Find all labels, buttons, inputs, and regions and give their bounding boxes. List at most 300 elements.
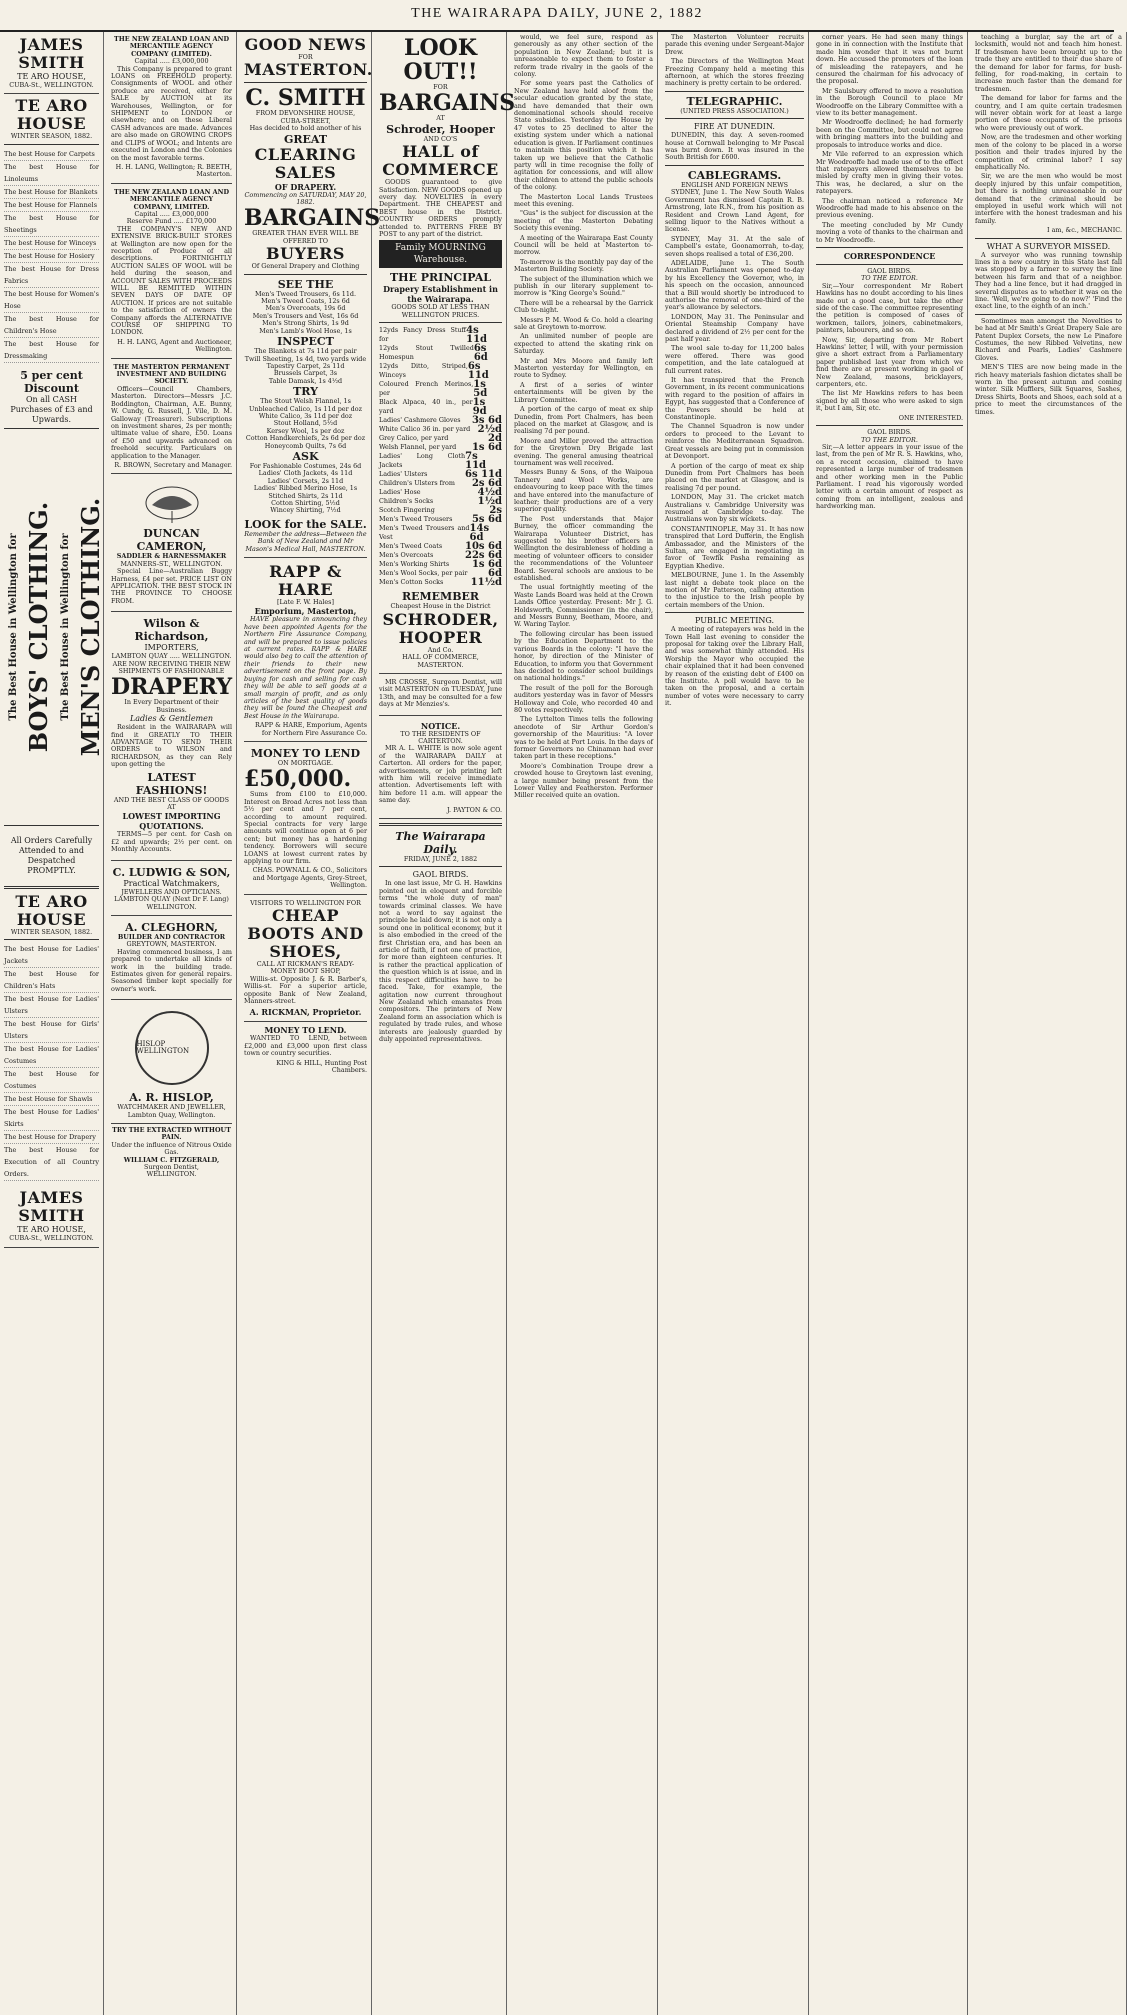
- list-item: The best House for Ladies' Ulsters: [4, 993, 99, 1018]
- press-label: (UNITED PRESS ASSOCIATION.): [680, 106, 789, 115]
- money-agent: CHAS. POWNALL & CO., Solicitors and Mortgage Agents, Grey-Street, Wellington.: [252, 866, 367, 890]
- divider: [665, 91, 804, 92]
- smith-addr: CUBA-St., WELLINGTON.: [9, 81, 94, 89]
- ladies-text: Resident in the WAIRARAPA will find it GREATLY TO THEIR ADVANTAGE TO SEND THEIR ORDERS to WILSON and RICHARDSON, as they can Rely upon getting the: [111, 723, 232, 769]
- money-heading: MONEY TO LEND: [250, 746, 361, 760]
- price-item: Ladies' Ulsters: [379, 470, 428, 479]
- drapery-heading: DRAPERY: [111, 674, 233, 701]
- price-row: [379, 443, 502, 452]
- article-text: The Directors of the Wellington Meat Freezing Company held a meeting this afternoon, at which the stores freezing machinery is pretty certain to be ordered.: [665, 57, 804, 88]
- price-value: 11½d: [470, 577, 502, 589]
- hall-2: HALL OF COMMERCE, MASTERTON.: [402, 653, 479, 669]
- article-text: Mr Saulsbury offered to move a resolution in the Borough Council to place Mr Woodrooffe on the Library Committee with a view to its better management.: [816, 86, 963, 118]
- watch-icon: [135, 1011, 209, 1085]
- list-item: The best House for Execution of all Country Orders.: [4, 1144, 99, 1181]
- price-item: Welsh Flannel, per yard: [379, 443, 457, 452]
- article-text: Sir, we are the men who would be most deeply injured by this unfair competition, but there is nothing unreasonable in our demand that the criminal should be employed in useful work which will not interfere with the honest tradesman and his family.: [975, 172, 1122, 225]
- article-text: A first of a series of winter entertainments will be given by the Library Committee.: [514, 380, 653, 404]
- corr-text: Sir,—Your correspondent Mr Robert Hawkins has no doubt according to his lines made out a good case, but take the other side of the case. The committee representing the petition is composed of cases of workmen, tailors, joiners, cabinetmakers, painters, labourers, and so on.: [816, 281, 963, 335]
- article-text: A portion of the cargo of meat ex ship Dunedin, from Port Chalmers, has been placed on the market at Glasgow, and is realising 7d per pound.: [514, 405, 653, 436]
- price-item: Ladies' Long Cloth Jackets: [379, 452, 466, 470]
- list-item: The best House for Hosiery: [4, 250, 99, 263]
- article-text: The demand for labor for farms and the country, and I am quite certain tradesmen will never obtain work for at least a large portion of these occupants of the prisons who were previously out of work.: [975, 94, 1122, 132]
- crosse-ad: [379, 677, 502, 716]
- list-item: The best House for Blankets: [4, 186, 99, 199]
- column-3: [240, 32, 381, 2015]
- notice-text: MR A. L. WHITE is now sole agent of the WAIRARAPA DAILY at Carterton. All orders for the paper, advertisements, or job printing left with him will receive immediate attention. Advertisements left with him before 11 a.m. will appear the same day.: [379, 744, 502, 805]
- inspect-item: Twill Sheeting, 1s 4d, two yards wide: [244, 354, 367, 363]
- price-list: [379, 326, 502, 587]
- list-item: The best House for Dress Fabrics: [4, 263, 99, 288]
- divider: [244, 82, 367, 83]
- ludwig-sub2: JEWELLERS AND OPTICIANS.: [121, 887, 222, 896]
- cable-text: ADELAIDE, June 1. The South Australian Parliament was opened to-day by his Excellency the Governor, who, in his speech on the occasion, announced that a Bill would shortly be introduced to authorise the removal of one-third of the year's allowance by selectors.: [665, 258, 804, 312]
- price-row: [379, 560, 502, 569]
- see-heading: SEE THE: [277, 277, 334, 291]
- nz-loan-heading-2: THE NEW ZEALAND LOAN AND MERCANTILE AGENCY COMPANY, LIMITED.: [114, 187, 229, 211]
- winter-season-2: WINTER SEASON, 1882.: [10, 927, 93, 936]
- price-item: Black Alpaca, 40 in., per yard: [379, 398, 473, 416]
- surveyor-text: A surveyor who was running township lines in a new country in this State last fall was stopped by a farmer to survey the line between his farm and that of a neighbor. They had a line fence, but it had dragged in several disputes as to whether it was on the line. 'Well, we're going to do now?' 'Find the exact line, to the eighth of an inch.': [975, 250, 1122, 311]
- money2-heading: MONEY TO LEND.: [264, 1025, 347, 1036]
- smith-addr-2: CUBA-St., WELLINGTON.: [9, 1234, 94, 1243]
- discount-text: On all CASH Purchases of £3 and Upwards.: [10, 394, 93, 424]
- price-item: Men's Cotton Socks: [379, 578, 444, 587]
- decided-text: Has decided to hold another of his: [249, 124, 362, 133]
- rapp-sign: RAPP & HARE, Emporium, Agents for Northern Fire Assurance Co.: [255, 721, 367, 737]
- goods-sold: GOODS SOLD AT LESS THAN WELLINGTON PRICES.: [391, 303, 490, 319]
- price-value: 5s 6d: [471, 514, 502, 526]
- article-text: To-morrow is the monthly pay day of the Masterton Building Society.: [514, 257, 653, 274]
- price-value: 6s 11d: [465, 469, 502, 481]
- divider: [816, 425, 963, 426]
- orders-text: All Orders Carefully Attended to and Despatched PROMPTLY.: [10, 835, 93, 875]
- article-text: corner years. He had seen many things gone in in connection with the Institute that made him wonder that it was not burnt down. He accused the promoters of the loan of misleading the ratepayers, and he censured the chairman for his advocacy of the proposal.: [816, 33, 963, 86]
- column-5: [510, 32, 658, 2015]
- divider: [4, 144, 99, 145]
- list-item: The best House for Ladies' Skirts: [4, 1106, 99, 1131]
- list-item: The best House for Costumes: [4, 1068, 99, 1093]
- price-item: Ladies' Hose: [379, 488, 421, 497]
- money2-text: WANTED TO LEND, between £2,000 and £3,000 upon first class town or country securities.: [244, 1034, 367, 1058]
- csmith-name: C. SMITH: [245, 85, 366, 112]
- inspect-item: The Blankets at 7s 11d per pair: [254, 347, 357, 356]
- divider: [379, 866, 502, 867]
- ask-item: Ladies' Corsets, 2s 11d: [267, 476, 344, 485]
- money-ad: [244, 745, 367, 895]
- vertical-ad: [4, 432, 105, 822]
- price-row: [379, 425, 502, 434]
- nz-loan-ad-2: [111, 187, 232, 359]
- nz-loan-heading: THE NEW ZEALAND LOAN AND MERCANTILE AGENCY COMPANY (LIMITED).: [114, 35, 229, 58]
- lowest-heading: LOWEST IMPORTING QUOTATIONS.: [122, 811, 221, 832]
- article-text: Moore and Miller proved the attraction for the Greytown Dry Brigade last evening. The general amusing theatrical tournament was well received.: [514, 436, 653, 467]
- csmith-ad: [244, 34, 381, 558]
- price-row: [379, 362, 502, 380]
- article-text: An unlimited number of people are expected to attend the skating rink on Saturday.: [514, 332, 653, 356]
- cleghorn-ad: [111, 919, 232, 1000]
- visitors-text: VISITORS TO WELLINGTON FOR: [250, 898, 361, 907]
- cleghorn-name: A. CLEGHORN,: [125, 920, 218, 934]
- inspect-item: Brussels Carpet, 3s: [273, 369, 338, 378]
- column-6: [661, 32, 809, 2015]
- gaol-text: In one last issue, Mr G. H. Hawkins pointed out in eloquent and forcible terms "the whole duty of man" towards criminal classes. We have not a word to say against the principle he laid down; it is not only a sound one in political economy, but it is also embodied in the creed of the first Christian era, and has been an article of faith, if not one of practice, for more than eighteen centuries. It is rather the practical application of the question which is at issue, and in this respect difficulties have to be faced. Take, for example, the agitation now current throughout New Zealand which emanates from compositors. The printers of New Zealand form an association which is regulated by trade rules, and whose interests are jealously guarded by duly appointed representatives.: [379, 879, 502, 1043]
- money2-agent: KING & HILL, Hunting Post Chambers.: [276, 1058, 367, 1075]
- schroder-name: Schroder, Hooper: [386, 122, 495, 136]
- hislop-ad: [111, 1003, 232, 1124]
- nitre-text: Under the influence of Nitrous Oxide Gas.: [111, 1140, 232, 1157]
- rapp-sub2: Emporium, Masterton,: [254, 606, 357, 617]
- newspaper-title: THE WAIRARAPA DAILY, JUNE 2, 1882: [411, 6, 703, 21]
- capital-2: Capital ..... £3,000,000: [134, 209, 209, 218]
- cameron-sub: SADDLER & HARNESSMAKER: [116, 552, 227, 561]
- divider: [816, 264, 963, 265]
- building-heading: THE MASTERTON PERMANENT INVESTMENT AND BUILDING SOCIETY.: [113, 362, 230, 386]
- notice-agent: J. PAYTON & CO.: [446, 805, 502, 814]
- article-text: The chairman noticed a reference Mr Woodrooffe had made to his absence on the previous evening.: [816, 196, 963, 220]
- ludwig-ad: [111, 864, 232, 916]
- crosse-text: MR CROSSE, Surgeon Dentist, will visit MASTERTON on TUESDAY, June 13th, and may be consulted for a few days at Mr Menzies's.: [379, 677, 502, 709]
- wilson-sub: IMPORTERS,: [144, 643, 199, 653]
- column-2: [107, 32, 237, 2015]
- general-text: Of General Drapery and Clothing: [251, 262, 360, 271]
- paper-title: The Wairarapa Daily.: [395, 830, 486, 856]
- ask-item: Stitched Shirts, 2s 11d: [268, 491, 343, 500]
- cable-text: A portion of the cargo of meat ex ship Dunedin from Port Chalmers has been placed on the market at Glasgow, and is realising 7d per pound.: [665, 461, 804, 492]
- hislop-addr: Lambton Quay, Wellington.: [127, 1110, 216, 1119]
- divider: [665, 165, 804, 166]
- price-row: [379, 326, 502, 344]
- list-item: The best House for Ladies' Costumes: [4, 1043, 99, 1068]
- reserve: Reserve Fund ..... £170,000: [126, 217, 217, 226]
- discount-heading: 5 per cent Discount: [20, 368, 83, 395]
- price-row: [379, 524, 502, 542]
- ludwig-name: C. LUDWIG & SON,: [112, 865, 231, 879]
- divider: [665, 612, 804, 613]
- article-text: The usual fortnightly meeting of the Waste Lands Board was held at the Crown Lands Office yesterday. Present: Mr J. G. Holdsworth, Commissioner (in the chair), and Messrs Bunny, Beetham, Moore, and W. Waring Taylor.: [514, 583, 653, 629]
- ladies-heading: Ladies & Gentlemen: [129, 714, 214, 724]
- drapery-text: In Every Department of their Business.: [124, 698, 219, 714]
- price-value: 10s 6d: [465, 541, 502, 553]
- try-item: Cotton Handkerchiefs, 2s 6d per doz: [245, 434, 366, 443]
- price-value: 3s 6d: [471, 415, 502, 427]
- rickman-ad: [244, 898, 367, 1023]
- divider: [379, 322, 502, 323]
- article-text: Mr and Mrs Moore and family left Masterton yesterday for Wellington, en route to Sydney.: [514, 356, 653, 380]
- article-text: The meeting concluded by Mr Cundy moving a vote of thanks to the chairman and to Mr Woodrooffe.: [816, 220, 963, 244]
- correspondence-heading: CORRESPONDENCE: [843, 250, 936, 261]
- price-value: 6s 11d: [467, 361, 489, 382]
- paper-date: FRIDAY, JUNE 2, 1882: [403, 855, 478, 863]
- remember-heading: REMEMBER: [401, 590, 480, 604]
- price-item: 12yds Stout Twilled Homespun: [379, 344, 474, 362]
- see-item: Men's Lamb's Wool Hose, 1s: [259, 326, 352, 335]
- inspect-item: Tapestry Carpet, 2s 11d: [266, 361, 345, 370]
- winter-season: WINTER SEASON, 1882.: [10, 132, 93, 141]
- ask-item: Ladies' Cloth Jackets, 4s 11d: [258, 469, 353, 478]
- lookout-heading: LOOK OUT!!: [403, 35, 478, 85]
- article-text: The Post understands that Major Burney, the officer commanding the Wairarapa Volunteer District, has suggested to his brother officers in Wellington the desirableness of holding a meeting of volunteer officers to consider the recommendations of the Volunteer Board. Several schools are anxious to be established.: [514, 514, 653, 583]
- corr-text: The list Mr Hawkins refers to has been signed by all those who were asked to sign it, but I am, Sir, etc.: [816, 389, 963, 413]
- price-item: Men's Tweed Coats: [379, 542, 443, 551]
- try-item: Unbleached Calico, 1s 11d per doz: [248, 404, 362, 413]
- corr-text: Now, Sir, departing from Mr Robert Hawkins' letter, I will, with your permission give a short extract from a Parliamentary paper published last year from which we find there are at present working in gaol of New Zealand, masons, bricklayers, carpenters, etc.: [816, 335, 963, 389]
- surveyor-heading: WHAT A SURVEYOR MISSED.: [986, 241, 1111, 251]
- items-list-2: [4, 943, 99, 1181]
- cable-text: LONDON, May 31. The Peninsular and Oriental Steamship Company have declared a dividend of 2½ per cent for the past half year.: [665, 312, 804, 343]
- smith-ad-bottom: [4, 1187, 99, 1247]
- price-item: 12yds Fancy Dress Stuff for: [379, 326, 467, 344]
- divider: [4, 886, 99, 889]
- article-text: The following circular has been issued by the Education Department to the various Boards in the colony: "I have the honor, by direction of the Minister of Education, to inform you that Government has decided to consider school buildings on national holdings.": [514, 629, 653, 683]
- column-8: [971, 32, 1127, 2015]
- greater-text: GREATER THAN EVER WILL BE OFFERED TO: [252, 229, 359, 245]
- cablegrams-heading: CABLEGRAMS.: [687, 168, 782, 182]
- article-text: Moore's Combination Troupe drew a crowded house to Greytown last evening, a large number being present from the Lower Valley and Featherston. Performer Miller received quite an ovation.: [514, 761, 653, 800]
- see-item: Men's Overcoats, 19s 6d: [265, 304, 346, 313]
- smith-sub-2: TE ARO HOUSE,: [17, 1225, 86, 1235]
- price-item: Children's Ulsters from: [379, 479, 455, 488]
- article-text: Mr Vile referred to an expression which Mr Woodrooffe had made use of to the effect that ratepayers allowed themselves to be misled by crafty men in giving their votes. This was, he declared, a slur on the ratepayers.: [816, 150, 963, 196]
- public-meeting-heading: PUBLIC MEETING.: [694, 616, 774, 626]
- schroder-name-2: SCHRODER,: [382, 609, 499, 629]
- price-row: [379, 497, 502, 506]
- smith-sub: TE ARO HOUSE,: [17, 72, 86, 81]
- article-text: There will be a rehearsal by the Garrick Club to-night.: [514, 298, 653, 315]
- divider: [975, 314, 1122, 315]
- price-value: 6s 6d: [473, 343, 488, 364]
- column-4: [375, 32, 516, 2015]
- price-item: Ladies' Cashmere Gloves: [379, 416, 461, 425]
- try-item: The Stout Welsh Flannel, 1s: [260, 397, 351, 406]
- buyers-heading: BUYERS: [266, 244, 345, 264]
- wilson-name: Wilson & Richardson,: [134, 617, 209, 644]
- tearo-heading-2: TE ARO HOUSE: [15, 891, 88, 929]
- price-value: 7s 11d: [465, 451, 487, 472]
- corr-sign: ONE INTERESTED.: [898, 413, 963, 422]
- fire-text: DUNEDIN, this day. A seven-roomed house at Cornwall belonging to Mr Pascal was burnt down. It was insured in the South British for £600.: [665, 131, 804, 162]
- hall-heading: HALL of COMMERCE: [382, 142, 499, 180]
- see-item: Men's Trousers and Vest, 16s 6d: [252, 311, 359, 320]
- divider: [379, 823, 502, 826]
- mechanic-sign: I am, &c., MECHANIC.: [1047, 226, 1122, 235]
- list-item: The best House for Carpets: [4, 148, 99, 161]
- price-row: [379, 578, 502, 587]
- divider: [4, 939, 99, 940]
- terms-text: TERMS—5 per cent. for Cash on £2 and upwards; 2½ per cent. on Monthly Accounts.: [111, 830, 232, 854]
- fitzgerald-addr: WELLINGTON.: [146, 1170, 197, 1179]
- fitzgerald-ad: [111, 1127, 232, 1179]
- capital: Capital ..... £3,000,000: [134, 57, 209, 66]
- corr-title: GAOL BIRDS.: [867, 266, 912, 275]
- and-co-2: And Co.: [427, 645, 454, 654]
- cameron-ad: [111, 477, 232, 612]
- rapp-ad: [244, 561, 367, 742]
- smith-name: JAMES SMITH: [18, 35, 85, 72]
- cleghorn-text: Having commenced business, I am prepared to undertake all kinds of work in the building trade. Estimates given for general repairs. Seasoned timber kept specially for owner's work.: [111, 947, 232, 993]
- price-value: 1s 9d: [472, 397, 487, 418]
- cameron-addr: MANNERS-ST., WELLINGTON.: [120, 559, 223, 568]
- divider: [665, 118, 804, 119]
- cleghorn-sub: BUILDER AND CONTRACTOR: [117, 932, 226, 941]
- price-item: Coloured French Merinos, per: [379, 380, 474, 398]
- hooper-name-2: HOOPER: [398, 627, 483, 647]
- cable-text: SYDNEY, June 1. The New South Wales Government has dismissed Captain R. B. Armstrong, late R.N., from his position as Resident and Crown Land Agent, for selling liquor to the Natives without a license.: [665, 188, 804, 234]
- drapery-est: Drapery Establishment in the Wairarapa.: [383, 284, 498, 305]
- list-item: The best House for Drapery: [4, 1131, 99, 1144]
- price-row: [379, 344, 502, 362]
- price-value: 4s 11d: [466, 325, 488, 346]
- drapery-label: OF DRAPERY.: [274, 181, 337, 192]
- telegraphic-heading: TELEGRAPHIC.: [686, 94, 783, 108]
- article-text: Now, are the tradesmen and other working men of the colony to be placed in a worse position and their trades injured by the competition of criminal labor? I say emphatically No.: [975, 133, 1122, 171]
- lecture-text-2: MEN'S TIES are now being made in the rich heavy materials fashion dictates shall be worn in the present autumn and coming winter. Silk Mufflers, Silk Squares, Sashes, Dress Shirts, Boots and Shoes, each sold at a price to meet the circumstances of the times.: [975, 363, 1122, 416]
- cheap-heading: CHEAP BOOTS AND SHOES,: [247, 906, 364, 962]
- ask-item: Wincey Shirting, 7½d: [270, 506, 341, 515]
- article-text: teaching a burglar, say the art of a locksmith, would not and teach him honest. If tradesmen have been brought up to the trade they are entitled to their due share of the demand for labor for farms, for bush-felling, for road-making, in certain to increase much faster than the demand for tradesmen.: [975, 33, 1122, 93]
- article-text: would, we feel sure, respond as generously as any other section of the population in New Zealand; but it is unreasonable to expect them to foster a reform trade rivalry in the gaols of the colony.: [514, 33, 653, 79]
- ask-item: Cotton Shirting, 5½d: [271, 499, 340, 507]
- cable-text: The Channel Squadron is now under orders to proceed to the Levant to reinforce the Mediterranean Squadron. Great vessels are being put in commission at Devonport.: [665, 422, 804, 461]
- price-value: 1s 5d: [473, 379, 488, 400]
- building-society-ad: [111, 362, 232, 475]
- masterton: MASTERTON.: [244, 60, 373, 80]
- cleghorn-addr: GREYTOWN, MASTERTON.: [126, 940, 217, 949]
- vert-text-1: The Best House in Wellington for: [8, 533, 19, 721]
- cable-text: LONDON, May 31. The cricket match Australians v. Cambridge University was resumed at Cambridge to-day. The Australians won by six wickets.: [665, 493, 804, 524]
- price-value: 4½d: [477, 487, 502, 499]
- cable-text: CONSTANTINOPLE, May 31. It has now transpired that Lord Dufferin, the English Ambassador, and the Ministers of the Sultan, are engaged in negotiating in favor of Tewfik Pasha remaining as Egyptian Khedive.: [665, 524, 804, 570]
- price-value: 6d: [488, 568, 502, 580]
- latest-text: AND THE BEST CLASS OF GOODS AT: [113, 795, 230, 812]
- price-item: Men's Working Shirts: [379, 560, 450, 569]
- price-value: 1s 6d: [471, 442, 502, 454]
- ask-heading: ASK: [292, 449, 319, 463]
- wilson-ad: [111, 615, 232, 861]
- price-item: Grey Calico, per yard: [379, 434, 449, 443]
- inspect-item: Table Damask, 1s 4½d: [268, 376, 343, 385]
- commencing-text: Commencing on SATURDAY, MAY 20, 1882.: [244, 190, 367, 207]
- rapp-name: RAPP & HARE: [269, 562, 342, 600]
- cable-sub: ENGLISH AND FOREIGN NEWS: [680, 180, 789, 189]
- list-item: The best House for Dressmaking: [4, 338, 99, 363]
- saddle-icon: [142, 481, 202, 525]
- list-item: The best House for Flannels: [4, 199, 99, 212]
- column-1: [0, 32, 104, 2015]
- list-item: The best House for Girls' Ulsters: [4, 1018, 99, 1043]
- money-text: Sums from £100 to £10,000. Interest on Broad Acres not less than 5½ per cent and 7 per cent, according to amount required. Special contracts for very large amounts will continue open at 6 per cent; but money has a hardening tendency. Borrowers will secure LOANS at lowest current rates by applying to our firm.: [244, 790, 367, 865]
- watch-label: HISLOP WELLINGTON: [136, 1039, 190, 1056]
- article-text: The Masterton Volunteer recruits parade this evening under Sergeant-Major Drew.: [665, 33, 804, 56]
- vert-boys: BOYS' CLOTHING.: [24, 501, 53, 753]
- price-item: White Calico 36 in. per yard: [379, 425, 471, 434]
- list-item: The best House for Winceys: [4, 237, 99, 250]
- mourning-banner: Family MOURNING Warehouse.: [379, 240, 502, 268]
- bargains-heading: BARGAINS: [244, 205, 381, 232]
- nitre-heading: TRY THE EXTRACTED WITHOUT PAIN.: [112, 1125, 231, 1142]
- article-text: Messrs Bunny & Sons, of the Waipoua Tannery and Wool Works, are endeavouring to keep pace with the times and have entered into the manufacture of leather; their productions are of a very superior quality.: [514, 468, 653, 514]
- page-columns: [0, 32, 1122, 2015]
- call-heading: CALL AT RICKMAN'S READY-MONEY BOOT SHOP,: [256, 960, 355, 976]
- items-list-1: [4, 148, 99, 363]
- try-item: Kersey Wool, 1s per doz: [266, 426, 345, 435]
- see-item: Men's Tweed Coats, 12s 6d: [261, 297, 350, 306]
- price-value: 1s 6d: [471, 559, 502, 571]
- look-text: Remember the address—Between the Bank of New Zealand and Mr Mason's Medical Hall, MASTERTON.: [244, 529, 367, 553]
- ludwig-addr: LAMBTON QUAY (Next Dr F. Lang) WELLINGTON.: [114, 895, 229, 911]
- column-7: [812, 32, 968, 2015]
- divider: [4, 825, 99, 826]
- try-heading: TRY: [293, 385, 318, 399]
- divider: [975, 238, 1122, 239]
- corr2-text: Sir,—A letter appears in your issue of the last, from the pen of Mr R. S. Hawkins, who, on a recent occasion, claimed to have represented a large number of tradesmen and other working men in the Public Parliament. I read his vigorously worded letter with a certain amount of respect as coming from an intelligent, zealous and hardworking man.: [816, 442, 963, 511]
- price-item: Men's Overcoats: [379, 551, 434, 560]
- schroder-ad: [379, 34, 516, 674]
- price-value: 2½d: [477, 424, 502, 436]
- list-item: The best House for Women's Hose: [4, 288, 99, 313]
- corr2-title: GAOL BIRDS.: [867, 428, 912, 437]
- wool-text: THE COMPANY'S NEW AND EXTENSIVE BRICK-BUILT STORES at Wellington are now open for the reception of Produce of all descriptions. FORTNIGHTLY AUCTION SALES OF WOOL will be held during the season, and ACCOUNT SALES WITH PROCEEDS WILL BE REMITTED WITHIN SEVEN DAYS OF DATE OF AUCTION. If prices are not suitable to the satisfaction of owners the Company affords the ALTERNATIVE COURSE OF SHIPPING TO LONDON.: [111, 224, 232, 337]
- price-value: 2d: [488, 433, 502, 445]
- wilson-addr: LAMBTON QUAY ..... WELLINGTON.: [111, 652, 232, 661]
- cable-text: It has transpired that the French Government, in its recent communications with regard to the position of affairs in Egypt, has suggested that a Conference of the Powers should be held at Constantinople.: [665, 376, 804, 422]
- fitzgerald-name: WILLIAM C. FITZGERALD,: [123, 1155, 220, 1164]
- meeting-text: A meeting of ratepayers was held in the Town Hall last evening to consider the proposal for taking over the Library Hall, and was somewhat thinly attended. His Worship the Mayor who occupied the chair explained that it had been convened by reason of the existing debt of £400 on the Institute. A poll would have to be taken on the proposal, and a certain number of votes were necessary to carry it.: [665, 625, 804, 708]
- cable-text: SYDNEY, May 31. At the sale of Campbell's estate, Goonamorrah, to-day, seven shops realised a total of £36,200.: [665, 234, 804, 258]
- try-item: White Calico, 3s 11d per doz: [258, 411, 353, 420]
- money-sub: ON MORTGAGE.: [277, 758, 334, 767]
- principal-heading: THE PRINCIPAL: [389, 271, 492, 285]
- list-item: The best House for Linoleums: [4, 161, 99, 186]
- corr-to: TO THE EDITOR.: [861, 274, 918, 283]
- price-value: 14s 6d: [469, 523, 490, 544]
- list-item: The best House for Children's Hose: [4, 313, 99, 338]
- lecture-text: Sometimes man amongst the Novelties to be had at Mr Smith's Great Drapery Sale are Patent Duplex Corsets, the new Le Pinafore Costumes, the new Ribbed Velvetins, new Richard and Pearls, Ladies' Cashmere Gloves.: [975, 316, 1122, 362]
- for-label: FOR: [433, 83, 448, 91]
- nz-loan-ad: [111, 34, 232, 184]
- price-value: 22s 6d: [465, 550, 502, 562]
- rapp-sub: [Late F. W. Hales]: [277, 598, 334, 607]
- hislop-sub: WATCHMAKER AND JEWELLER,: [117, 1103, 226, 1112]
- bargains-heading: BARGAINS: [379, 90, 516, 117]
- corr2-to: TO THE EDITOR.: [861, 435, 918, 444]
- hislop-name: A. R. HISLOP,: [129, 1091, 214, 1105]
- cheapest-text: Cheapest House in the District: [390, 602, 491, 611]
- at-label: AT: [436, 114, 445, 123]
- article-text: The Lyttelton Times tells the following anecdote of Sir Arthur Gordon's governorship of the Mauritius: "A lover was to be held at Port Louis. In the days of former Governors no Chinaman had ever taken part in these receptions.": [514, 715, 653, 761]
- divider: [244, 274, 367, 275]
- ask-item: For Fashionable Costumes, 24s 6d: [249, 461, 362, 470]
- article-text: The subject of the illumination which we publish in our literary supplement to-morrow is "King George's Sound.": [514, 274, 653, 298]
- see-item: Men's Tweed Trousers, 6s 11d.: [254, 289, 357, 298]
- money-amount: £50,000.: [244, 766, 352, 793]
- price-value: 2s: [489, 505, 502, 517]
- cameron-text: Special Line—Australian Buggy Harness, £4 per set. PRICE LIST ON APPLICATION. THE BEST STOCK IN THE PROVINCE TO CHOOSE FROM.: [111, 567, 232, 605]
- good-news: GOOD NEWS: [244, 35, 367, 54]
- rickman-name: A. RICKMAN, Proprietor.: [249, 1007, 362, 1018]
- for-label: FOR: [298, 53, 313, 61]
- price-item: Scotch Fingering: [379, 506, 435, 515]
- loans-text: This Company is prepared to grant LOANS on FREEHOLD property. Consignments of WOOL and other produce are received, either for SALE by AUCTION at its Warehouses, Wellington, or for SHIPMENT to LONDON or elsewhere; and on these Liberal CASH advances are made. Advances are also made on GROWING CROPS and CLIPS of WOOL; and Intents are executed in London and the Colonies on the most favorable terms.: [111, 64, 232, 162]
- money2-ad: [244, 1025, 367, 1074]
- building-text: Officers—Council Chambers, Masterton. Directors—Messrs J.C. Boddington, Chairman, A.E. Bunny, W. Cundy, G. Russell, J. Vile, D. M. Galloway (Treasurer). Subscriptions on investment shares, 2s per month; ultimate value of share, £50. Loans of £50 and upwards advanced on freehold security. Particulars on application to the Manager.: [111, 384, 232, 460]
- divider: [816, 247, 963, 248]
- hall-text: GOODS guaranteed to give Satisfaction. NEW GOODS opened up every day. NOVELTIES in every Department. THE CHEAPEST and BEST house in the District. COUNTRY ORDERS promptly attended to. PATTERNS FREE BY POST to any part of the district.: [379, 178, 502, 239]
- price-item: Children's Socks: [379, 497, 434, 506]
- list-item: The best House for Ladies' Jackets: [4, 943, 99, 968]
- try-item: Stout Holland, 5½d: [273, 419, 338, 428]
- loans-agent: H. H. LANG, Wellington; R. BEETH, Masterton.: [115, 162, 232, 179]
